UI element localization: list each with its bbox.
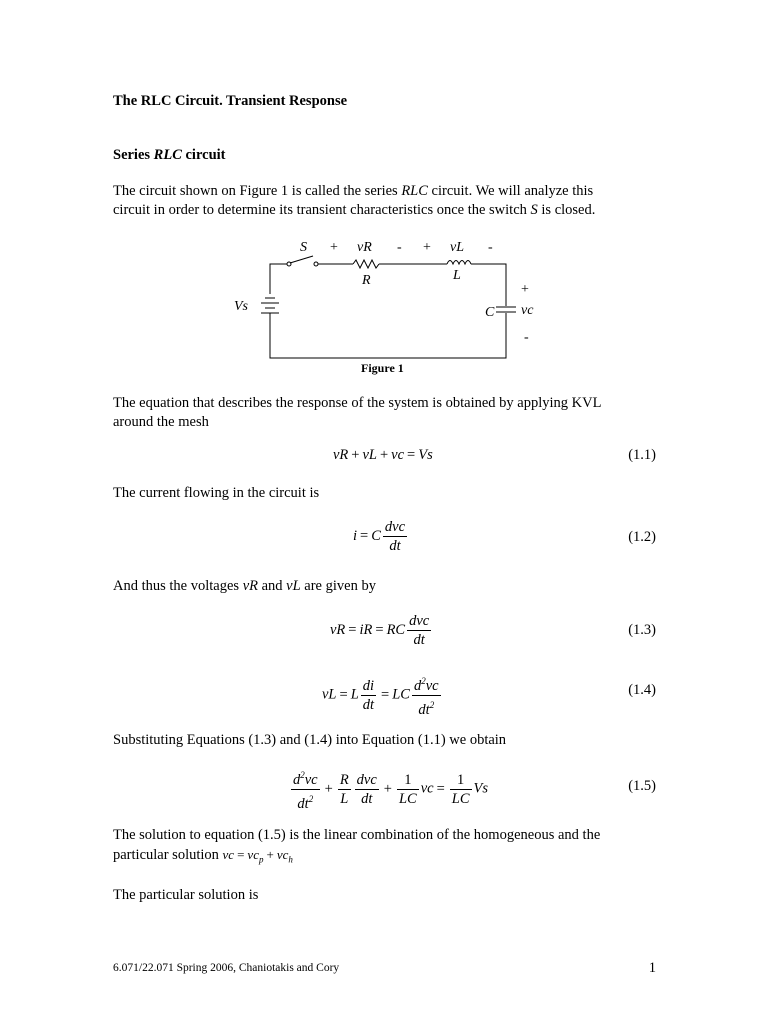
- switch-blade: [290, 256, 313, 263]
- equation-number-1-4: (1.4): [628, 682, 656, 698]
- label-plus-1: +: [330, 240, 338, 255]
- resistor-symbol: [353, 260, 379, 268]
- label-plus-3: +: [521, 282, 529, 297]
- label-vc: vc: [521, 303, 534, 318]
- section-heading: [113, 146, 226, 165]
- current-paragraph: The current flowing in the circuit is: [113, 485, 320, 501]
- substitution-paragraph: Substituting Equations (1.3) and (1.4) into Equation (1.1) we obtain: [113, 732, 507, 748]
- intro-line-1: [113, 182, 673, 201]
- intro-line-2: [113, 201, 673, 220]
- label-R: R: [362, 273, 371, 288]
- section-italic: RLC: [153, 147, 182, 163]
- label-plus-2: +: [423, 240, 431, 255]
- voltages-paragraph: [113, 577, 376, 596]
- equation-number-1-2: (1.2): [628, 529, 656, 545]
- label-minus-2: -: [488, 240, 493, 255]
- intro-switch: S: [530, 202, 538, 218]
- equation-1-4: vL = L $\frac{di}{dt}$ = LC $\frac{d^2vc}{dt^2}$: [322, 672, 443, 719]
- intro-text: circuit. We will analyze this: [427, 183, 594, 199]
- kvl-line-2: around the mesh: [113, 414, 209, 430]
- particular-paragraph: The particular solution is: [113, 887, 259, 903]
- voltages-text: are given by: [300, 578, 376, 594]
- equation-1-1: vR + vL + vc = Vs: [333, 447, 433, 463]
- wire-bottom: [270, 313, 506, 358]
- footer-credit: 6.071/22.071 Spring 2006, Chaniotakis and Cory: [113, 962, 340, 974]
- kvl-paragraph: [113, 394, 673, 432]
- label-L: L: [453, 268, 461, 283]
- equation-1-5: $\frac{d^2vc}{dt^2}$ + $\frac{R}{L}$ $\frac{\text{dvc}}{dt}$ + $\frac{1}{LC}$ vc = $\frac{1}{LC}$ Vs: [289, 766, 488, 813]
- voltages-text: And thus the voltages: [113, 578, 243, 594]
- wire-top-right: [471, 264, 506, 306]
- page-number: 1: [648, 960, 656, 976]
- equation-1-3: vR = iR = RC $\frac{\text{dvc}}{dt}$: [330, 613, 430, 648]
- intro-paragraph: [113, 182, 673, 220]
- voltages-vR: vR: [242, 578, 258, 594]
- page-title: The RLC Circuit. Transient Response: [113, 93, 348, 109]
- label-minus-1: -: [397, 240, 402, 255]
- label-Vs: Vs: [234, 299, 248, 314]
- intro-text: The circuit shown on Figure 1 is called the series: [113, 183, 402, 199]
- equation-1-2: i = C $\frac{\text{dvc}}{dt}$: [353, 519, 406, 554]
- rlc-circuit-diagram: [225, 232, 555, 382]
- inductor-symbol: [447, 261, 471, 265]
- solution-inline-equation: vc = $vc_p + vc_h$: [222, 847, 293, 865]
- wire-top-left: [270, 264, 287, 294]
- equation-number-1-5: (1.5): [628, 778, 656, 794]
- voltages-vL: vL: [286, 578, 301, 594]
- label-C: C: [485, 305, 495, 320]
- equation-number-1-3: (1.3): [628, 622, 656, 638]
- switch-contact-right: [314, 262, 318, 266]
- section-suffix: circuit: [181, 147, 226, 163]
- equation-number-1-1: (1.1): [628, 447, 656, 463]
- voltages-text: and: [257, 578, 287, 594]
- kvl-line-1: The equation that describes the response of the system is obtained by applying KVL: [113, 395, 602, 411]
- label-minus-3: -: [524, 330, 529, 345]
- label-vR: vR: [357, 240, 372, 255]
- solution-line-2: [113, 845, 673, 870]
- label-vL: vL: [450, 240, 464, 255]
- intro-text: is closed.: [537, 202, 596, 218]
- intro-text: circuit in order to determine its transient characteristics once the switch: [113, 202, 531, 218]
- solution-line-1: The solution to equation (1.5) is the linear combination of the homogeneous and the: [113, 827, 601, 843]
- solution-text: particular solution: [113, 847, 223, 863]
- figure-caption: Figure 1: [361, 361, 404, 375]
- intro-rlc: RLC: [401, 183, 428, 199]
- solution-paragraph: [113, 826, 673, 870]
- section-prefix: Series: [113, 147, 154, 163]
- label-switch: S: [300, 240, 307, 255]
